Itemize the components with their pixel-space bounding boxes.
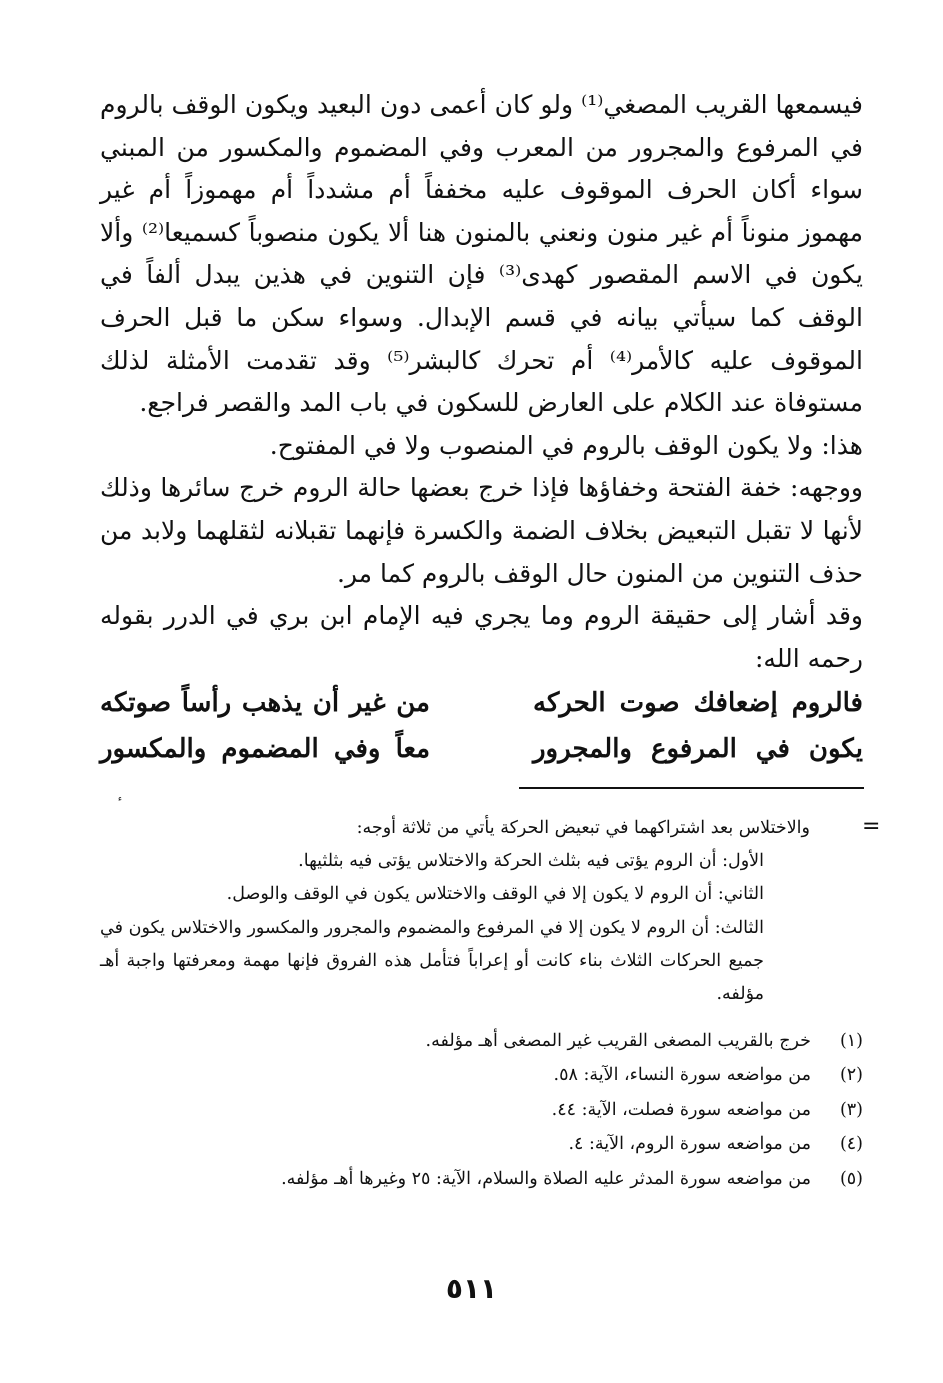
paragraph-3: ووجهه: خفة الفتحة وخفاؤها فإذا خرج بعضها حالة الروم خرج سائرها وذلك لأنها لا تقبل التبعيض بخلاف الضمة والكسرة فإنهما تقبلانه لثقلهما ولابد من حذف التنوين من المنون حال الوقف بالروم كما مر.	[100, 473, 863, 588]
footnote-list	[100, 1024, 863, 1196]
paragraph-4: وقد أشار إلى حقيقة الروم وما يجري فيه الإمام ابن بري في الدرر بقوله رحمه الله:	[100, 601, 863, 673]
verse-1-first-hemistich: فالروم إضعافك صوت الحركه	[533, 688, 863, 718]
footnote-number: (٢)	[839, 1065, 863, 1086]
footnote-text: من مواضعه سورة الروم، الآية: ٤.	[568, 1134, 811, 1155]
poem-verse	[100, 680, 863, 772]
footnote-number: (٤)	[839, 1134, 863, 1155]
footnote-number: (٥)	[839, 1168, 863, 1189]
paragraph-1: فيسمعها القريب المصغي⁽¹⁾ ولو كان أعمى دون البعيد ويكون الوقف بالروم في المرفوع والمجرور من المعرب وفي المضموم والمكسور من المبني سواء أكان الحرف الموقوف عليه مخففاً أم مشدداً أم مهموزاً أم غير مهموز منوناً أم غير منون ونعني بالمنون هنا ألا يكون منصوباً كسميعا⁽²⁾ وألا يكون في الاسم المقصور كهدى⁽³⁾ فإن التنوين في هذين يبدل ألفاً في الوقف كما سيأتي بيانه في قسم الإبدال. وسواء سكن ما قبل الحرف الموقوف عليه كالأمر⁽⁴⁾ أم تحرك كالبشر⁽⁵⁾ وقد تقدمت الأمثلة لذلك مستوفاة عند الكلام على العارض للسكون في باب المد والقصر فراجع.	[100, 90, 863, 418]
footnote-text: من مواضعه سورة فصلت، الآية: ٤٤.	[551, 1099, 811, 1120]
note-intro: والاختلاس بعد اشتراكهما في تبعيض الحركة يأتي من ثلاثة أوجه:	[356, 818, 810, 838]
note-second: الثاني: أن الروم لا يكون إلا في الوقف والاختلاس يكون في الوقف والوصل.	[226, 884, 764, 905]
verse-1-second-hemistich: من غير أن يذهب رأساً صوتكه	[100, 688, 430, 718]
note-first: الأول: أن الروم يؤتى فيه بثلث الحركة والاختلاس يؤتى فيه بثلثيها.	[298, 851, 764, 872]
verse-line-1	[100, 680, 863, 726]
note-third: الثالث: أن الروم لا يكون إلا في المرفوع والمضموم والمجرور والمكسور والاختلاس يكون في جميع الحركات الثلاث بناء كانت أو إعراباً فتأمل هذه الفروق فإنها مهمة ومعرفتها واجبة أهـ مؤلفه.	[100, 917, 764, 1005]
footnote-item	[100, 1024, 863, 1058]
continued-footnote	[100, 812, 810, 1011]
paragraph-2: هذا: ولا يكون الوقف بالروم في المنصوب ولا في المفتوح.	[269, 430, 863, 460]
continuation-mark: =	[862, 814, 881, 839]
verse-2-second-hemistich: معاً وفي المضموم والمكسور	[100, 734, 430, 764]
footnote-text: من مواضعه سورة النساء، الآية: ٥٨.	[553, 1065, 811, 1086]
footnote-number: (١)	[839, 1031, 863, 1051]
footnote-item	[100, 1058, 863, 1092]
footnote-item	[100, 1127, 863, 1161]
verse-2-first-hemistich: يكون في المرفوع والمجرور	[533, 734, 863, 764]
footnote-item	[100, 1162, 863, 1196]
footnote-separator	[519, 787, 864, 789]
footnote-text: من مواضعه سورة المدثر عليه الصلاة والسلام، الآية: ٢٥ وغيرها أهـ مؤلفه.	[281, 1168, 811, 1189]
footnote-item	[100, 1093, 863, 1127]
page-number: ٥١١	[445, 1272, 498, 1305]
verse-line-2	[100, 726, 863, 772]
footnote-text: خرج بالقريب المصغى القريب غير المصغى أهـ مؤلفه.	[425, 1031, 811, 1051]
main-text	[100, 84, 863, 680]
footnote-number: (٣)	[839, 1099, 863, 1120]
